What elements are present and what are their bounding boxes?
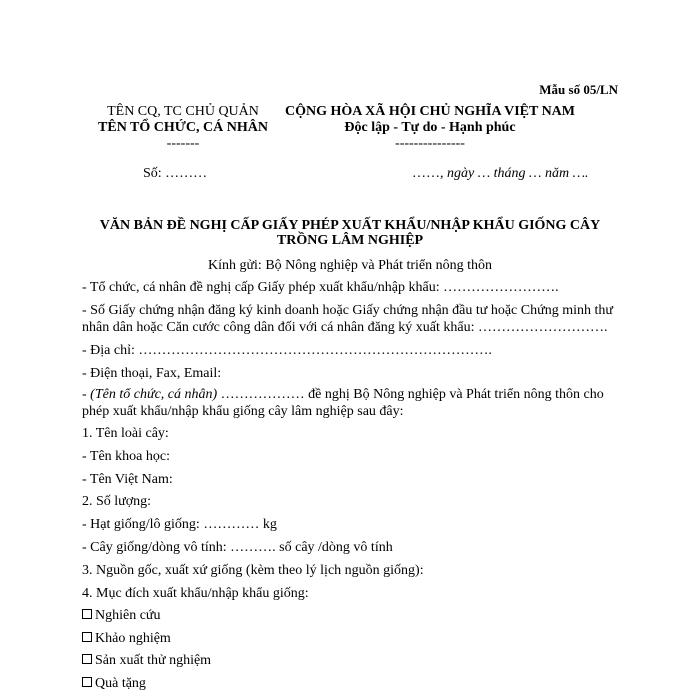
date-text: ngày … tháng … năm …. <box>443 166 589 181</box>
national-header <box>276 104 584 152</box>
purpose-label: Sản xuất thử nghiệm <box>95 653 212 668</box>
purpose-option-pilot-production <box>82 652 622 669</box>
purpose-label: Khảo nghiệm <box>95 631 171 646</box>
request-text: ……………… đề nghị Bộ Nông nghiệp và Phát triển nông thôn cho phép xuất khẩu/nhập khẩu giống cây lâm nghiệp sau đây: <box>82 387 604 419</box>
purpose-label: Nghiên cứu <box>95 608 161 623</box>
national-motto: Độc lập - Tự do - Hạnh phúc <box>344 120 516 135</box>
contact-field: - Điện thoại, Fax, Email: <box>82 366 222 381</box>
section-quantity: 2. Số lượng: <box>82 494 152 509</box>
certificate-field: - Số Giấy chứng nhận đăng ký kinh doanh hoặc Giấy chứng nhận đầu tư hoặc Chứng minh thư nhân dân hoặc Căn cước công dân đối với cá nhân đăng ký xuất khẩu: ………………………. <box>82 303 613 335</box>
date-place: ……, <box>412 166 444 181</box>
address-field: - Địa chỉ: …………………………………………………………………. <box>82 343 492 358</box>
request-dash: - <box>82 387 91 402</box>
document-number: Số: ……… <box>143 166 208 181</box>
section-origin: 3. Nguồn gốc, xuất xứ giống (kèm theo lý lịch nguồn giống): <box>82 563 424 578</box>
header-right-divider: --------------- <box>395 136 465 151</box>
checkbox-icon <box>82 632 92 642</box>
scientific-name-field: - Tên khoa học: <box>82 449 170 464</box>
recipient-line: Kính gửi: Bộ Nông nghiệp và Phát triển nông thôn <box>207 258 493 273</box>
purpose-option-trial <box>82 630 622 647</box>
request-paragraph <box>82 386 622 420</box>
vietnamese-name-field: - Tên Việt Nam: <box>82 472 173 487</box>
applicant-field: - Tổ chức, cá nhân đề nghị cấp Giấy phép xuất khẩu/nhập khẩu: ……………………. <box>82 280 559 295</box>
purpose-option-gift <box>82 675 622 692</box>
seedling-quantity-field: - Cây giống/dòng vô tính: ………. số cây /dòng vô tính <box>82 540 393 555</box>
national-title: CỘNG HÒA XÃ HỘI CHỦ NGHĨA VIỆT NAM <box>284 104 575 119</box>
section-species: 1. Tên loài cây: <box>82 426 169 441</box>
seed-quantity-field: - Hạt giống/lô giống: ………… kg <box>82 517 277 532</box>
governing-body-line: TÊN CQ, TC CHỦ QUẢN <box>107 104 259 119</box>
checkbox-icon <box>82 609 92 619</box>
document-title: VĂN BẢN ĐỀ NGHỊ CẤP GIẤY PHÉP XUẤT KHẨU/NHẬP KHẨU GIỐNG CÂY TRỒNG LÂM NGHIỆP <box>99 218 601 248</box>
checkbox-icon <box>82 654 92 664</box>
date-line <box>412 166 589 182</box>
purpose-option-research <box>82 607 622 624</box>
issuer-header <box>88 104 278 152</box>
request-applicant-name: (Tên tổ chức, cá nhân) <box>90 387 218 402</box>
organization-name-line: TÊN TỔ CHỨC, CÁ NHÂN <box>98 120 268 135</box>
section-purpose: 4. Mục đích xuất khẩu/nhập khẩu giống: <box>82 586 309 601</box>
purpose-label: Quà tặng <box>95 676 146 691</box>
form-number: Mẫu số 05/LN <box>539 82 618 97</box>
checkbox-icon <box>82 677 92 687</box>
header-left-divider: ------- <box>166 136 200 151</box>
